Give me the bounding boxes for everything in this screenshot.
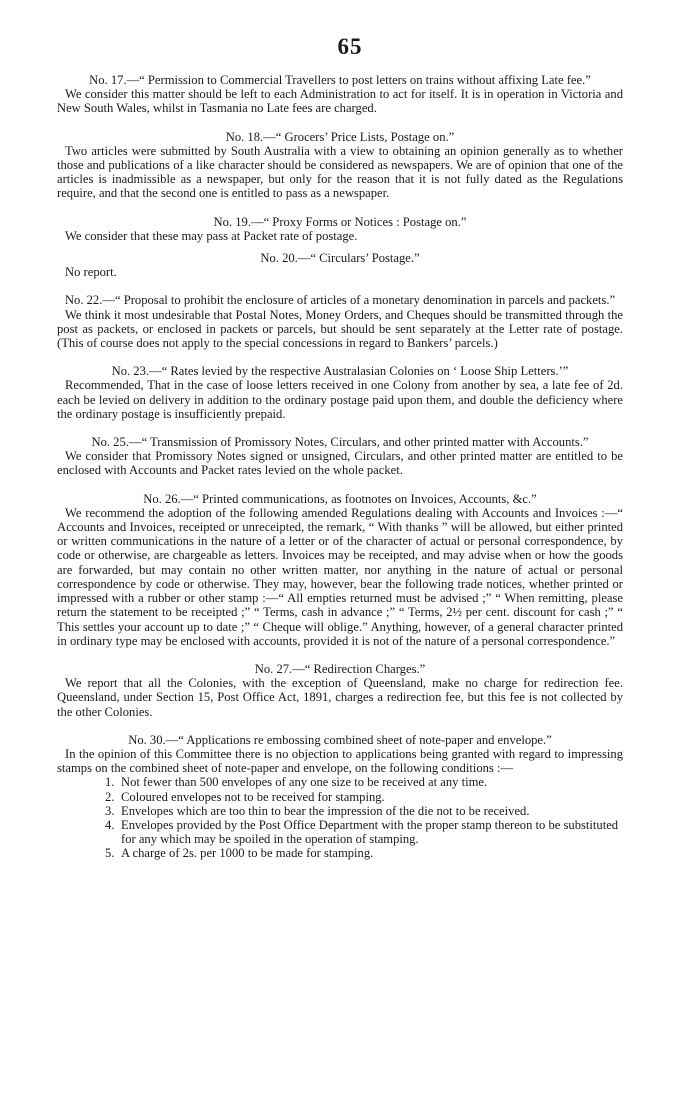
section-heading: No. 26.—“ Printed communications, as footnotes on Invoices, Accounts, &c.” bbox=[143, 491, 537, 506]
list-item-text: Not fewer than 500 envelopes of any one size to be received at any time. bbox=[121, 775, 488, 790]
list-item bbox=[107, 775, 623, 789]
list-item bbox=[107, 804, 623, 818]
section-body: We think it most undesirable that Postal Notes, Money Orders, and Cheques should be transmitted through the post as packets, or enclosed in packets or parcels, but should be sent separately at the Letter rate of postage. (This of course does not apply to the special concessions in regard to Bankers’ parcels.) bbox=[57, 307, 623, 351]
section-no-17 bbox=[57, 73, 623, 116]
page-content bbox=[57, 73, 623, 861]
list-item bbox=[107, 790, 623, 804]
list-item-number: 1. bbox=[105, 775, 115, 790]
list-item-text: Envelopes provided by the Post Office Department with the proper stamp thereon to be substituted for any which may be spoiled in the operation of stamping. bbox=[121, 817, 619, 847]
section-no-18 bbox=[57, 130, 623, 201]
section-no-25 bbox=[57, 435, 623, 478]
section-no-27 bbox=[57, 662, 623, 719]
section-body: We consider this matter should be left to each Administration to act for itself. It is in operation in Victoria and New South Wales, whilst in Tasmania no Late fees are charged. bbox=[57, 87, 623, 116]
section-heading: No. 17.—“ Permission to Commercial Travellers to post letters on trains without affixing Late fee.” bbox=[89, 73, 591, 87]
section-heading: No. 25.—“ Transmission of Promissory Notes, Circulars, and other printed matter with Accounts.” bbox=[91, 435, 589, 450]
list-item-number: 4. bbox=[105, 817, 115, 832]
section-body: We report that all the Colonies, with the exception of Queensland, make no charge for redirection fee. Queensland, under Section 15, Post Office Act, 1891, charges a redirection fee, but this fee is not collected by the other Colonies. bbox=[57, 676, 623, 719]
list-item-number: 5. bbox=[105, 846, 115, 861]
list-item-text: Coloured envelopes not to be received for stamping. bbox=[121, 789, 385, 804]
list-item bbox=[107, 818, 623, 846]
list-item bbox=[107, 846, 623, 860]
section-body: We recommend the adoption of the following amended Regulations dealing with Accounts and Invoices :—“ Accounts and Invoices, receipted or unreceipted, the remark, “ With thanks ” will be allowed, but either printed or written communications in the nature of a letter or of the character of actual or personal correspondence, by code or otherwise, are chargeable as letters. Invoices may be receipted, and may advise when or how the goods are forwarded, but may contain no other written matter, nor anything in the nature of actual or personal correspondence by code or otherwise. They may, however, bear the following trade notices, whether printed or impressed with a rubber or other stamp :—“ All empties returned must be advised ;” “ When remitting, please return the statement to be receipted ;” “ Terms, cash in advance ;” “ Terms, 2½ per cent. discount for cash ;” “ This settles your account up to date ;” “ Cheque will oblige.” Anything, however, of a general character printed in ordinary type may be enclosed with accounts, provided it is not of the nature of a personal correspondence.” bbox=[57, 505, 623, 648]
section-heading: No. 30.—“ Applications re embossing combined sheet of note-paper and envelope.” bbox=[128, 732, 552, 747]
list-item-text: Envelopes which are too thin to bear the impression of the die not to be received. bbox=[121, 803, 530, 818]
section-no-26 bbox=[57, 492, 623, 648]
conditions-list bbox=[57, 775, 623, 860]
section-no-19 bbox=[57, 215, 623, 243]
page-number: 65 bbox=[337, 34, 363, 59]
section-no-22 bbox=[57, 293, 623, 350]
section-body: We consider that Promissory Notes signed or unsigned, Circulars, and other printed matter are entitled to be enclosed with Accounts and Packet rates levied on the whole packet. bbox=[57, 449, 623, 478]
list-item-number: 2. bbox=[105, 789, 115, 804]
section-heading: No. 27.—“ Redirection Charges.” bbox=[254, 661, 426, 676]
section-body: We consider that these may pass at Packet rate of postage. bbox=[65, 228, 358, 243]
list-item-number: 3. bbox=[105, 803, 115, 818]
section-no-30 bbox=[57, 733, 623, 861]
section-heading: No. 19.—“ Proxy Forms or Notices : Postage on.” bbox=[213, 214, 467, 229]
section-heading: No. 22.—“ Proposal to prohibit the enclosure of articles of a monetary denomination in parcels and packets.” bbox=[64, 293, 616, 308]
section-heading: No. 18.—“ Grocers’ Price Lists, Postage on.” bbox=[225, 129, 455, 144]
section-body: Recommended, That in the case of loose letters received in one Colony from another by sea, a late fee of 2d. each be levied on delivery in addition to the ordinary postage paid upon them, and double the deficiency where the ordinary postage is insufficiently prepaid. bbox=[57, 378, 623, 421]
section-body: No report. bbox=[65, 265, 117, 280]
section-no-20 bbox=[57, 251, 623, 279]
section-body: Two articles were submitted by South Australia with a view to obtaining an opinion generally as to whether those and publications of a like character should be considered as newspapers. We are of opinion that one of the articles is inadmissible as a newspaper, but only for the reason that it is not fully dated as the Regulations require, and that the second one is entitled to pass as a newspaper. bbox=[57, 143, 623, 201]
section-heading: No. 20.—“ Circulars’ Postage.” bbox=[260, 251, 420, 266]
section-no-23 bbox=[57, 364, 623, 421]
section-body: In the opinion of this Committee there is no objection to applications being granted with regard to impressing stamps on the combined sheet of note-paper and envelope, on the following conditions :— bbox=[57, 746, 623, 776]
list-item-text: A charge of 2s. per 1000 to be made for stamping. bbox=[121, 846, 374, 861]
section-heading: No. 23.—“ Rates levied by the respective Australasian Colonies on ‘ Loose Ship Letters.’” bbox=[111, 364, 569, 379]
